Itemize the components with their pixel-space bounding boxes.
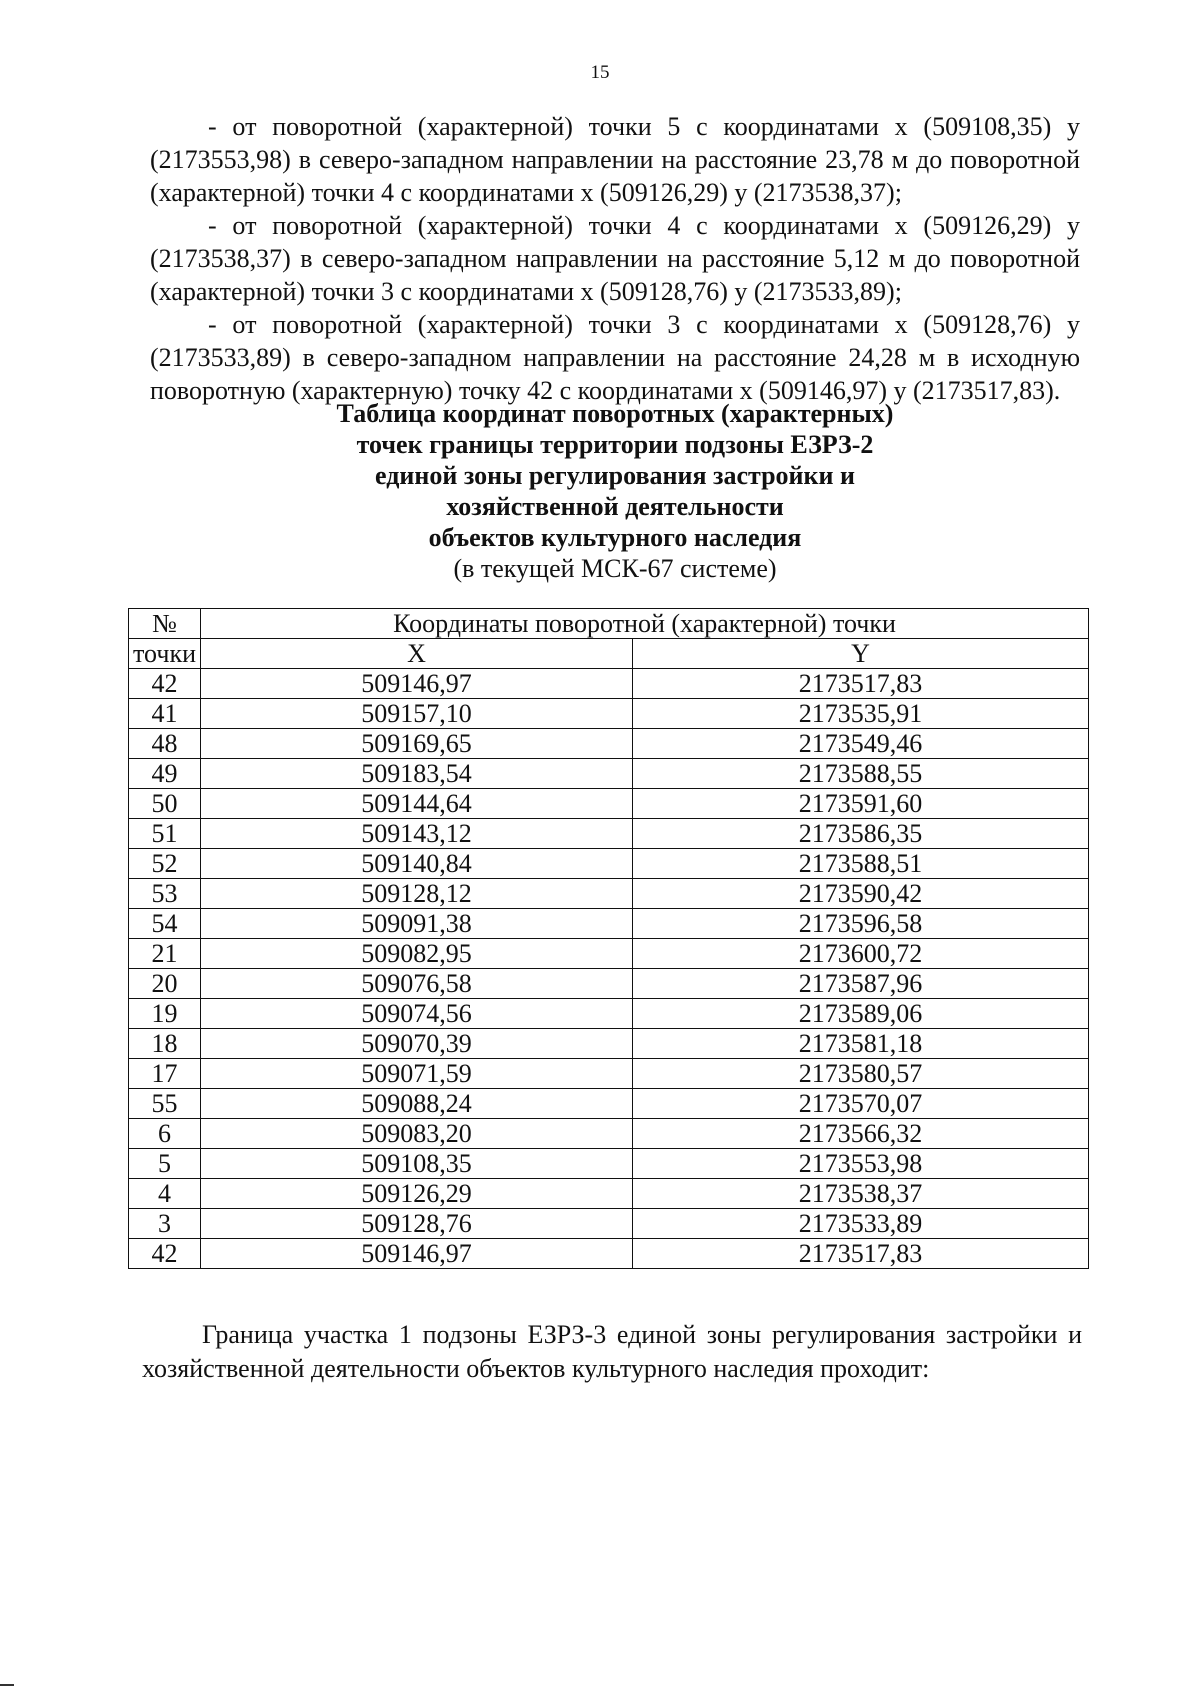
table-row <box>129 759 1089 789</box>
header-num-sign: № <box>129 609 201 639</box>
y-coordinate-cell: 2173580,57 <box>633 1059 1089 1089</box>
y-coordinate-cell: 2173517,83 <box>633 669 1089 699</box>
intro-paragraph: - от поворотной (характерной) точки 3 с координатами x (509128,76) y (2173533,89) в северо-западном направлении на расстояние 24,28 м в исходную поворотную (характерную) точку 42 с координатами x (509146,97) y (2173517,83). <box>150 310 1080 405</box>
x-coordinate-cell: 509128,12 <box>201 879 633 909</box>
point-number-cell: 48 <box>129 729 201 759</box>
point-number-cell: 5 <box>129 1149 201 1179</box>
point-number-cell: 49 <box>129 759 201 789</box>
x-coordinate-cell: 509083,20 <box>201 1119 633 1149</box>
table-row <box>129 789 1089 819</box>
x-coordinate-cell: 509128,76 <box>201 1209 633 1239</box>
table-row <box>129 1119 1089 1149</box>
y-coordinate-cell: 2173535,91 <box>633 699 1089 729</box>
table-row <box>129 699 1089 729</box>
y-coordinate-cell: 2173533,89 <box>633 1209 1089 1239</box>
table-row <box>129 969 1089 999</box>
header-coordinates: Координаты поворотной (характерной) точки <box>201 609 1089 639</box>
table-row <box>129 819 1089 849</box>
x-coordinate-cell: 509071,59 <box>201 1059 633 1089</box>
table-row <box>129 1149 1089 1179</box>
point-number-cell: 19 <box>129 999 201 1029</box>
table-row <box>129 1179 1089 1209</box>
point-number-cell: 18 <box>129 1029 201 1059</box>
x-coordinate-cell: 509126,29 <box>201 1179 633 1209</box>
x-coordinate-cell: 509183,54 <box>201 759 633 789</box>
point-number-cell: 51 <box>129 819 201 849</box>
point-number-cell: 3 <box>129 1209 201 1239</box>
y-coordinate-cell: 2173600,72 <box>633 939 1089 969</box>
outro-paragraph: Граница участка 1 подзоны ЕЗРЗ-3 единой зоны регулирования застройки и хозяйственной деятельности объектов культурного наследия проходит: <box>142 1320 1082 1383</box>
point-number-cell: 54 <box>129 909 201 939</box>
table-body <box>129 669 1089 1269</box>
point-number-cell: 50 <box>129 789 201 819</box>
outro-text <box>142 1318 1082 1386</box>
point-number-cell: 20 <box>129 969 201 999</box>
table-title <box>150 398 1080 584</box>
point-number-cell: 41 <box>129 699 201 729</box>
table-subtitle: (в текущей МСК-67 системе) <box>453 554 777 583</box>
point-number-cell: 53 <box>129 879 201 909</box>
page-number: 15 <box>590 62 610 83</box>
header-x: X <box>201 639 633 669</box>
y-coordinate-cell: 2173570,07 <box>633 1089 1089 1119</box>
x-coordinate-cell: 509091,38 <box>201 909 633 939</box>
x-coordinate-cell: 509146,97 <box>201 1239 633 1269</box>
y-coordinate-cell: 2173517,83 <box>633 1239 1089 1269</box>
x-coordinate-cell: 509070,39 <box>201 1029 633 1059</box>
point-number-cell: 55 <box>129 1089 201 1119</box>
table-row <box>129 879 1089 909</box>
coordinates-table <box>128 608 1089 1269</box>
point-number-cell: 6 <box>129 1119 201 1149</box>
table-header-row <box>129 639 1089 669</box>
header-y: Y <box>633 639 1089 669</box>
x-coordinate-cell: 509144,64 <box>201 789 633 819</box>
x-coordinate-cell: 509076,58 <box>201 969 633 999</box>
y-coordinate-cell: 2173581,18 <box>633 1029 1089 1059</box>
table-title-line: точек границы территории подзоны ЕЗРЗ-2 <box>356 430 874 459</box>
scan-mark <box>0 1684 14 1686</box>
table-row <box>129 849 1089 879</box>
point-number-cell: 42 <box>129 669 201 699</box>
table-title-line: единой зоны регулирования застройки и <box>375 461 855 490</box>
table-row <box>129 729 1089 759</box>
x-coordinate-cell: 509140,84 <box>201 849 633 879</box>
y-coordinate-cell: 2173596,58 <box>633 909 1089 939</box>
x-coordinate-cell: 509088,24 <box>201 1089 633 1119</box>
y-coordinate-cell: 2173587,96 <box>633 969 1089 999</box>
table-row <box>129 1059 1089 1089</box>
x-coordinate-cell: 509074,56 <box>201 999 633 1029</box>
y-coordinate-cell: 2173589,06 <box>633 999 1089 1029</box>
table-title-line: Таблица координат поворотных (характерных) <box>336 399 894 428</box>
y-coordinate-cell: 2173566,32 <box>633 1119 1089 1149</box>
y-coordinate-cell: 2173549,46 <box>633 729 1089 759</box>
y-coordinate-cell: 2173588,55 <box>633 759 1089 789</box>
point-number-cell: 52 <box>129 849 201 879</box>
point-number-cell: 4 <box>129 1179 201 1209</box>
table-row <box>129 909 1089 939</box>
x-coordinate-cell: 509169,65 <box>201 729 633 759</box>
intro-text <box>150 110 1080 407</box>
table-row <box>129 1239 1089 1269</box>
point-number-cell: 21 <box>129 939 201 969</box>
table-title-line: хозяйственной деятельности <box>446 492 784 521</box>
table-row <box>129 1089 1089 1119</box>
table-row <box>129 999 1089 1029</box>
point-number-cell: 42 <box>129 1239 201 1269</box>
header-point: точки <box>129 639 201 669</box>
x-coordinate-cell: 509146,97 <box>201 669 633 699</box>
table-header-row <box>129 609 1089 639</box>
x-coordinate-cell: 509082,95 <box>201 939 633 969</box>
y-coordinate-cell: 2173553,98 <box>633 1149 1089 1179</box>
y-coordinate-cell: 2173590,42 <box>633 879 1089 909</box>
intro-paragraph: - от поворотной (характерной) точки 4 с координатами x (509126,29) y (2173538,37) в северо-западном направлении на расстояние 5,12 м до поворотной (характерной) точки 3 с координатами x (509128,76) y (2173533,89); <box>150 211 1080 306</box>
y-coordinate-cell: 2173588,51 <box>633 849 1089 879</box>
table-row <box>129 939 1089 969</box>
x-coordinate-cell: 509143,12 <box>201 819 633 849</box>
x-coordinate-cell: 509108,35 <box>201 1149 633 1179</box>
intro-paragraph: - от поворотной (характерной) точки 5 с координатами x (509108,35) y (2173553,98) в северо-западном направлении на расстояние 23,78 м до поворотной (характерной) точки 4 с координатами x (509126,29) y (2173538,37); <box>150 112 1080 207</box>
point-number-cell: 17 <box>129 1059 201 1089</box>
y-coordinate-cell: 2173586,35 <box>633 819 1089 849</box>
table-title-line: объектов культурного наследия <box>428 523 802 552</box>
table-row <box>129 1029 1089 1059</box>
table-row <box>129 1209 1089 1239</box>
x-coordinate-cell: 509157,10 <box>201 699 633 729</box>
y-coordinate-cell: 2173538,37 <box>633 1179 1089 1209</box>
y-coordinate-cell: 2173591,60 <box>633 789 1089 819</box>
table-row <box>129 669 1089 699</box>
